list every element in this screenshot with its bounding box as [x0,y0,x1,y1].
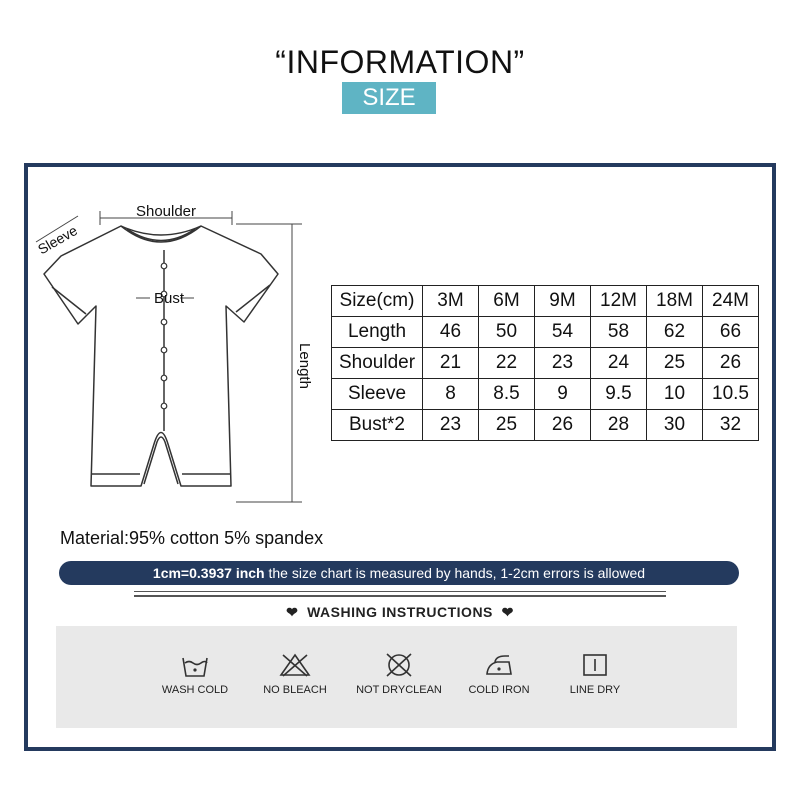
wash-item-no-bleach [240,652,350,696]
table-cell: 46 [423,317,479,348]
table-cell: 26 [703,348,759,379]
table-cell: 24 [591,348,647,379]
measurement-note: the size chart is measured by hands, 1-2cm errors is allowed [264,565,646,581]
size-18m: 18M [647,286,703,317]
heart-icon: ❤ [501,604,514,620]
bust-label: Bust [153,290,185,307]
table-cell: 25 [479,410,535,441]
table-cell: 28 [591,410,647,441]
wash-item-not-dryclean [344,652,454,696]
table-cell: 30 [647,410,703,441]
size-9m: 9M [535,286,591,317]
table-cell: 23 [535,348,591,379]
shoulder-label: Shoulder [135,203,197,220]
divider [134,595,666,597]
cold-iron-icon [483,652,515,678]
divider [134,591,666,592]
washing-title-text: WASHING INSTRUCTIONS [307,604,493,620]
size-6m: 6M [479,286,535,317]
page-title: “INFORMATION” [275,44,525,80]
size-badge: SIZE [342,82,436,114]
table-row [332,410,759,441]
line-dry-icon [581,652,609,678]
table-cell: 58 [591,317,647,348]
table-cell: 10 [647,379,703,410]
no-bleach-icon [278,652,312,678]
table-cell: 25 [647,348,703,379]
table-cell: 9 [535,379,591,410]
row-label: Length [332,317,423,348]
inch-conversion: 1cm=0.3937 inch [152,565,265,581]
table-header-row [332,286,759,317]
size-24m: 24M [703,286,759,317]
row-label: Bust*2 [332,410,423,441]
wash-label: NO BLEACH [263,684,327,696]
length-label: Length [296,343,313,389]
wash-label: LINE DRY [569,684,621,696]
table-cell: 50 [479,317,535,348]
table-cell: 22 [479,348,535,379]
table-row [332,379,759,410]
table-cell: 62 [647,317,703,348]
size-3m: 3M [423,286,479,317]
wash-item-line-dry [540,652,650,696]
table-row [332,348,759,379]
table-row [332,317,759,348]
table-cell: 8 [423,379,479,410]
row-label: Sleeve [332,379,423,410]
measurement-note-banner [59,561,739,585]
size-12m: 12M [591,286,647,317]
table-cell: 23 [423,410,479,441]
heart-icon: ❤ [286,604,299,620]
wash-label: COLD IRON [468,684,530,696]
row-label: Shoulder [332,348,423,379]
wash-label: NOT DRYCLEAN [356,684,442,696]
table-cell: 9.5 [591,379,647,410]
no-dryclean-icon [383,652,415,678]
table-cell: 32 [703,410,759,441]
table-header-label: Size(cm) [332,286,423,317]
romper-diagram-icon [26,186,316,516]
wash-item-wash-cold [140,652,250,696]
table-cell: 26 [535,410,591,441]
wash-cold-icon [180,652,210,678]
material-text: Material:95% cotton 5% spandex [60,528,324,548]
sleeve-label: Sleeve [34,222,81,258]
wash-item-cold-iron [444,652,554,696]
table-cell: 8.5 [479,379,535,410]
table-cell: 66 [703,317,759,348]
table-cell: 54 [535,317,591,348]
wash-label: WASH COLD [161,684,229,696]
table-cell: 21 [423,348,479,379]
washing-title [0,604,800,621]
table-cell: 10.5 [703,379,759,410]
size-table [331,285,759,441]
